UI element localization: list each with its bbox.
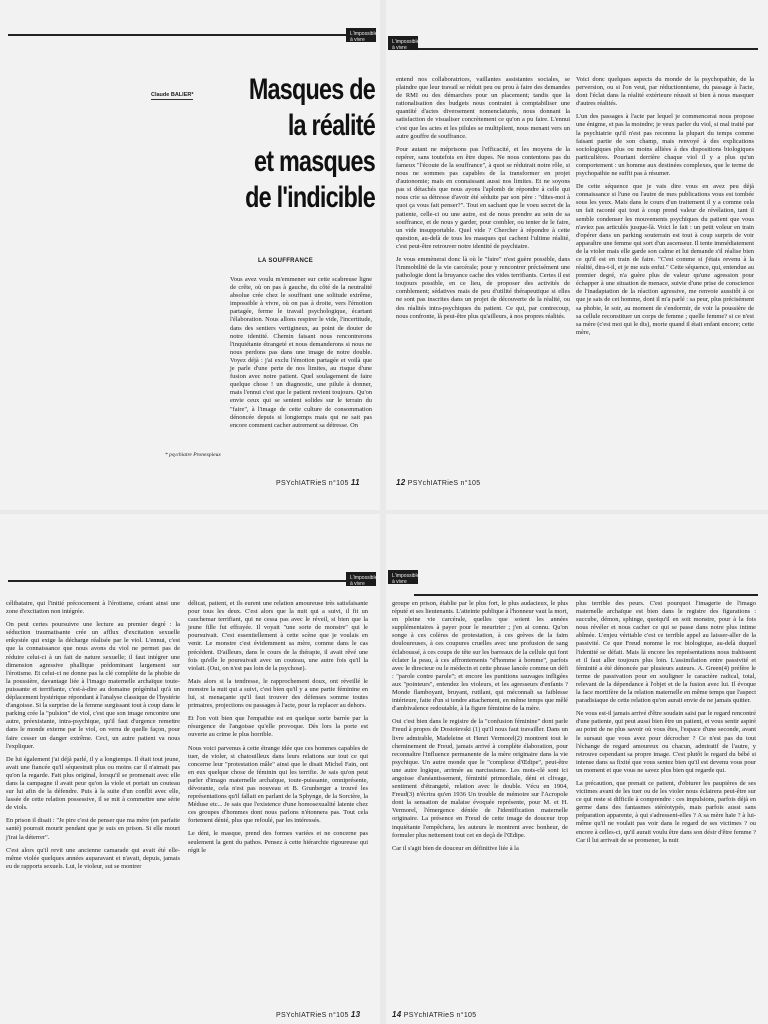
top-rule (8, 580, 350, 582)
paragraph: Nous voici parvenus à cette étrange idée que ces hommes capables de tuer, de violer, si chatouilleux dans leurs relations sur tout ce qui concerne leur "protestation mâle" ainsi que le disait Michel Fain, ont en eux quelque chose de féminin qui les terrifie. Je sais qu'on peut parler d'imago maternelle archaïque, toute-puissante, omniprésente, dévorante, cela n'est pas nouveau et B. Grunberger a trouvé les représentations qu'il fallait en parlant de la Sphynge, de la Sorcière, la Méduse etc... Je sais que l'existence d'une homosexualité latente chez ces groupes d'hommes dont nous parlons n'étonnera pas. Tout cela fortement dénié, plus que refoulé, par les intéressés. (188, 744, 368, 825)
page-number: 12 (396, 478, 406, 487)
paragraph: En prison il disait : "Je pire c'est de penser que ma mère (en parfaite santé) pourrait mourir pendant que je suis en prison. Si elle mourt j'irai la déterrer". (6, 817, 180, 841)
paragraph: entend nos collaboratrices, vaillantes assistantes sociales, se plaindre que leur travail se réduit peu ou prou à faire des demandes de RMI ou des démarches pour un placement; tandis que la rationalisation des budgets nous contraint à comptabiliser une quantité d'actes diversement nomenclaturés, nous donnant la satisfaction de visualiser concrètement ce qu'on a pu faire. L'ennui c'est que les actes et les pilules se multiplient, nous menant vers un autre gouffre de souffrance. (396, 76, 570, 140)
body-column-right (576, 76, 754, 342)
paragraph: Voici donc quelques aspects du monde de la psychopathie, de la perversion, ou si l'on veut, par réductionnisme, du passage à l'acte, dont l'éclat dans la réalité extérieure réussit si bien à nous masquer d'autres réalités. (576, 76, 754, 108)
paragraph: L'un des passages à l'acte par lequel je commencerai nous propose une énigme, et pas la moindre; je veux parler du viol, si mal traité par la psychiatrie qu'il n'est pas reconnu la plupart du temps comme faisant partie de son champ, mais renvoyé à des explications sociologiques plus ou moins alliées à des dispositions biologiques particulières. Pourtant derrière chaque viol il y a plus qu'un comportement : un homme aux destinées complexes, que le terme de psychopathie ne suffit pas à résumer. (576, 113, 754, 178)
body-column-right (188, 600, 368, 860)
paragraph: Pour autant ne méprisons pas l'efficacité, et les moyens de la repérer, sans toutefois en être dupes. Ne nous contentons pas du fameux "l'écoute de la souffrance", à quoi se réduirait notre rôle, si nous ne sommes pas capables de la transformer en projet d'autonomie; mais en connaissant aussi nos limites. Et ne soyons pas si détachés que nous ayons l'aplomb de répondre à celle qui nous crie sa détresse d'avoir été séduite par son père : "dites-moi à quoi ça vous fait penser?". Tout en sachant que le voeu secret de la patiente, celle-ci ou une autre, est de nous prendre au sein de sa souffrance, et de nous y garder, pour combler, ou tenter de le faire, un vide insupportable. Quel vide ? Chercher à répondre à cette question, au-delà de tous les masques qui cachent l'ultime réalité, c'est peut-être retrouver notre identité de psychiatre. (396, 145, 570, 250)
top-rule (414, 594, 758, 596)
section-tab (388, 36, 418, 50)
body-column-left (396, 76, 570, 326)
paragraph: plus terrible des peurs. C'est pourquoi l'imagerie de l'imago maternelle archaïque est bien dans le registre des figurations : succube, démon, sphinge, quoiqu'il en soit monstre, pour à la fois nous révéler et nous cacher ce qui se passe dans notre plus intime abîmée. L'enjeu véritable c'est ce terrible appel au laisser-aller de la passivité. Ce que Freud nomme le roc biologique, au-delà duquel l'identité se défait. Mais là encore les représentations nous trahissent et il faut aller toujours plus loin. L'assimilation entre passivité et féminité a été dénoncée par plusieurs auteurs. A. Green(4) préfère le terme de passivation pour en souligner le caractère radical, total, relevant de la dépendance à l'objet et de la fusion avec lui. Il évoque la face mortifère de la relation maternelle en même temps que l'aspect paradisiaque de cette relation qu'on aurait envie de ne jamais quitter. (576, 600, 756, 705)
journal-name: PSYchIATRieS n°105 (403, 1012, 477, 1019)
folio (392, 1010, 476, 1019)
section-tab-line2: à vivre (350, 581, 365, 587)
page-number: 11 (350, 478, 360, 487)
section-tab-line1: L'impossible (392, 573, 420, 579)
paragraph: La précaution, que prenait ce patient, d'obturer les paupières de ses victimes avant de les tuer ou de les violer nous éclairera peut-être sur ce qui reste si difficile à comprendre : ces impulsions, parfois déjà en germe dans des fantasmes stéréotypés, mais parfois aussi sans préparation apparente, à qui s'adressent-elles ? A sa mère haïe ? à lui-même qu'il ne voulait pas voir dans le regard de ses victimes ? ou encore à celles-ci, qu'il aurait voulu être dans son désir d'être femme ? Car il lui arrivait de se promener, la nuit (576, 779, 756, 844)
paragraph: Vous avez voulu m'emmener sur cette scabreuse ligne de crête, où on pas à gauche, du côté de la neutralité absolue crée chez le souffrant une solitude extrême, impossible à vivre, où on pas à droite, vers l'émotion partagée, ferme le travail psychologique, écartant l'élaboration. Nous allons respirer le vide, l'incertitude, dans des sentiers vertigineux, au point de douter de notre identité. Chemin faisant nous rencontrerons l'inquiétante étrangeté et nous demanderons si nous ne nous perdons pas dans une image de notre double. Voyez déjà : j'ai exclu l'émotion partagée et voilà que je parle d'une perte de nos limites, au risque d'une fusion avec notre patient. Quel soulagement de faire quelque chose ! un diagnostic, une pilule à donner, mais l'ennui c'est que le patient revient toujours. Qu'on envie ceux qui se sentent solides sur le terrain du "faire", à l'image de cette culture de consommation dénoncée depuis si longtemps mais qui ne sait pas encore comment cacher autrement sa détresse. On (230, 276, 372, 429)
page-11 (0, 0, 380, 510)
paragraph: Ne vous est-il jamais arrivé d'être soudain saisi par le regard rencontré d'une patiente, qui peut aussi bien être un patient, et vous sentir aspiré au point de ne plus savoir où vous êtes, l'espace d'une seconde, avant le sursaut que vous avez pour décrocher ? Ce n'est pas du tout l'échange de regard amoureux ou chacun, admiratif de l'autre, y retrouve cependant sa propre image. C'est plutôt le regard du bébé si intense dans sa fixité que vous sentez bien qu'il est devenu vous pour un moment et que vous ne savez plus bien qui regarde qui. (576, 710, 756, 774)
paragraph: délicat, patient, et ils eurent une relation amoureuse très satisfaisante pour tous les deux. C'est alors que la nuit qui a suivi, il fit un cauchemar terrifiant, qui ne cessa pas avec le réveil, si bien que la jeune fille fut effrayée. Il voyait "une sorte de monstre" qui le poursuivait. C'est essentiellement à cette scène que je voulais en venir. Le monstre c'est évidemment sa mère, comme dans le cas précédent. D'ailleurs, dans le cours de la thérapie, il avait rêvé une fois qu'elle le poursuivait avec un couteau, une autre fois qu'il la violait. (Oui, on n'est pas loin de la psychose). (188, 600, 368, 672)
paragraph: Et l'on voit bien que l'empathie est en quelque sorte barrée par la résurgence de l'angoisse qu'elle provoque. Dès lors la porte est ouverte au crime le plus horrible. (188, 715, 368, 739)
page-12 (386, 0, 768, 510)
folio (396, 478, 480, 487)
title-line: et masques (254, 145, 375, 178)
paragraph: De lui également j'ai déjà parlé, il y a longtemps. Il était tout jeune, avait une fiancée qu'il séquestrait plus ou moins car il n'aimait pas qu'on la regarde. Fait plus original, lorsqu'il se promenait avec elle dans la campagne il avait peur qu'on la viole et portait un couteau sur lui afin de la défendre. Puis à la suite d'un conflit avec elle, lassée de cette relation possessive, il se mit à commettre une série de viols. (6, 755, 180, 812)
body-column-left (6, 600, 180, 876)
page-13 (0, 514, 380, 1024)
section-tab-line1: L'impossible (350, 31, 378, 37)
paragraph: Oui c'est bien dans le registre de la "confusion féminine" dont parle Freud à propos de Dostoïevski (1) qu'il nous faut travailler. Dans un livre admirable, Madeleine et Henri Vermorel(2) montrent tout le cheminement de Freud, jamais arrivé à complète élaboration, pour reconnaître l'influence permanente de la mère originaire dans la vie psychique. Un autre monde que le "complexe d'Œdipe", peut-être une autre logique, arrimée au narcissisme. Les mots-clé sont ici angoisse d'anéantissement, féminité primordiale, déni et clivage, sentiment d'étrangeté, relation avec le double. Vécu en 1904, Freud(3) n'écrira qu'en 1936 Un trouble de mémoire sur l'Acropole dont la sensation de malaise évoquée représente, pour M. et H. Vermorel, l'émergence déniée de l'identification maternelle originaire. La présence en Freud de cette image de douceur trop inquiétante l'empêchera, les auteurs le montrent avec bonheur, de formuler plus nettement tout cet en deçà de l'Œdipe. (392, 718, 568, 839)
title-line: la réalité (287, 109, 375, 142)
page-number: 13 (350, 1010, 361, 1019)
section-tab (388, 570, 418, 584)
paragraph: Je vous emmènerai donc là où le "faire" n'est guère possible, dans l'immobilité de la vie carcérale; pour y rencontrer précisément une pathologie dont la bruyance cache des vides terrifiants. Certes il est toujours possible, en ce lieu, de proposer des activités de comblement; sédatives mais de peu d'utilité thérapeutique si elles ne sont pas inscrites dans un projet de découverte de la réalité, ou des réalités intra-psychiques du patient. Ce qui, par contrecoup, nous confronte, là peut-être plus qu'ailleurs, à nos propres réalités. (396, 255, 570, 320)
paragraph: C'est alors qu'il revit une ancienne camarade qui avait été elle-même violée quelques années auparavant et n'avait, depuis, jamais eu de rapports sexuels. Lui, le violeur, sut se montrer (6, 846, 180, 870)
page-14 (386, 514, 768, 1024)
body-column-left (392, 600, 568, 858)
paragraph: groupe en prison, établie par le plus fort, le plus audacieux, le plus réputé et ses lieutenants. L'atteinte publique à l'honneur vaut la mort, en pleine vie carcérale, quelles que soient les années supplémentaires à payer pour le meurtrier ; j'en ai connu. Qu'on songe à ces colères de protestation, à ces grèves de la faim douloureuses, à ces coupures cruelles avec une profusion de sang éclaboussé, à ces coups de tête sur les barreaux de la cellule qui font éclater la peau, à ces affrontements "d'homme à homme", parfois avec le directeur ou le médecin et cette phrase lancée comme un défi : "parole contre parole"; et encore les punitions sauvages infligées aux "pointeurs", entendez les violeurs, et les agresseurs d'enfants ? Monde flamboyant, bruyant, rutilant, qui méconnaît sa faiblesse intérieure, faite d'un si tendre attachement, en même temps que mêlé d'ambivalence redoutable, à la figure féminine de la mère. (392, 600, 568, 713)
paragraph: Mais alors si la tendresse, le rapprochement doux, ont réveillé le monstre la nuit qui a suivi, c'est bien qu'il y a une partie féminine en lui, si menaçante qu'il faut trouver des défenses somme toutes primaires, projections ou passages à l'acte, pour la replacer au dehors. (188, 677, 368, 710)
body-column (230, 276, 372, 435)
section-tab-line1: L'impossible (350, 575, 378, 581)
footnote: * psychiatre Pronexpieux (165, 452, 221, 458)
paragraph: célibataire, qui l'initié précocement à l'érotisme, créant ainsi une zone d'excitation non intégrée. (6, 600, 180, 616)
top-rule (8, 34, 348, 36)
journal-name: PSYchIATRieS n°105 (276, 1012, 349, 1019)
journal-name: PSYchIATRieS n°105 (407, 480, 481, 487)
paragraph: On peut certes poursuivre une lecture au premier degré : la séduction traumatisante crée un afflux d'excitation sexuelle enkystée qui exige la décharge réalisée par le viol. L'ennui, c'est que la connaissance que nous avons du viol ne permet pas de réduire celui-ci à un fait de nature sexuelle; il faut intégrer une dimension agressive phallique prédominant largement sur l'érotisme. Et celui-ci ne donne pas la clé complète de la phobie de la poussière, davantage liée à l'imago maternelle archaïque toute-puissante et terrifiante, c'est-à-dire au domaine prégénital qu'à un déplacement hystérique répondant à l'analyse classique de l'hystérie d'angoisse. Si la surprise de la femme surgissant tout à coup dans le parking crée la "pulsion" de viol, c'est que son image rencontre une autre, préexistante, intra-psychique, qu'il faut d'urgence remettre dans le monde externe par le viol, on verra de quelle façon, pour faire cesser un danger extrême. Ceci, un autre patient va nous l'expliquer. (6, 621, 180, 750)
section-tab-line2: à vivre (392, 579, 407, 585)
section-tab-line2: à vivre (392, 45, 407, 51)
paragraph: De cette séquence que je vais dire vous en avez peu déjà connaissance si l'une ou l'autre de mes publications vous est tombée sous les yeux. Mais dans le cours d'un traitement il y a comme cela un fait raconté qui tout à coup prend valeur de révélation, tant il semble condenser les mouvements psychiques du patient que vous n'aviez pas articulés jusque-là. Voici le fait : un petit voleur en train d'opérer dans un parking souterrain est tout à coup surpris de voir apparaître une femme qui sort d'un ascenseur. Il tente immédiatement de la violer mais elle garde son calme et lui demande s'il réalise bien ce qu'il est en train de faire. "C'est comme si j'étais revenu à la réalité, dira-t-il, et je me suis enfui." Cette séquence, qui, entendue au premier degré, n'a guère plus de valeur qu'une agression pour échapper à une situation de menace, suivie d'une prise de conscience de l'inadaptation de la réaction agressive, me renvoie aussitôt à ce que je sais de cet homme, dont il m'a parlé : sa peur, plus précisément sa phobie, le soir, au moment de s'endormir, de voir la poussière de sa cellule reconstituer un corps de femme ; quelle femme? si ce n'est sa mère (c'est moi qui le dis), morte quand il était enfant encore; cette mère, (576, 183, 755, 336)
top-rule (412, 48, 758, 50)
folio (276, 1010, 360, 1019)
paragraph: Le déni, le masque, prend des formes variées et ne concerne pas seulement la gent du pathos. Pensez à cette hiérarchie rigoureuse qui régit le (188, 830, 368, 854)
section-heading: LA SOUFFRANCE (258, 258, 314, 264)
section-tab-line2: à vivre (350, 37, 365, 43)
paragraph: Car il s'agit bien de douceur en définitive liée à la (392, 844, 519, 852)
body-column-right (576, 600, 756, 850)
article-title (185, 72, 375, 216)
journal-name: PSYchIATRieS n°105 (276, 480, 349, 487)
section-tab (346, 28, 376, 42)
title-line: de l'indicible (245, 181, 375, 214)
page-number: 14 (392, 1010, 402, 1019)
folio (276, 478, 360, 487)
title-line: Masques de (248, 73, 375, 106)
author-name: Claude BALIER* (151, 92, 194, 98)
section-tab-line1: L'impossible (392, 39, 420, 45)
section-tab (346, 572, 376, 586)
